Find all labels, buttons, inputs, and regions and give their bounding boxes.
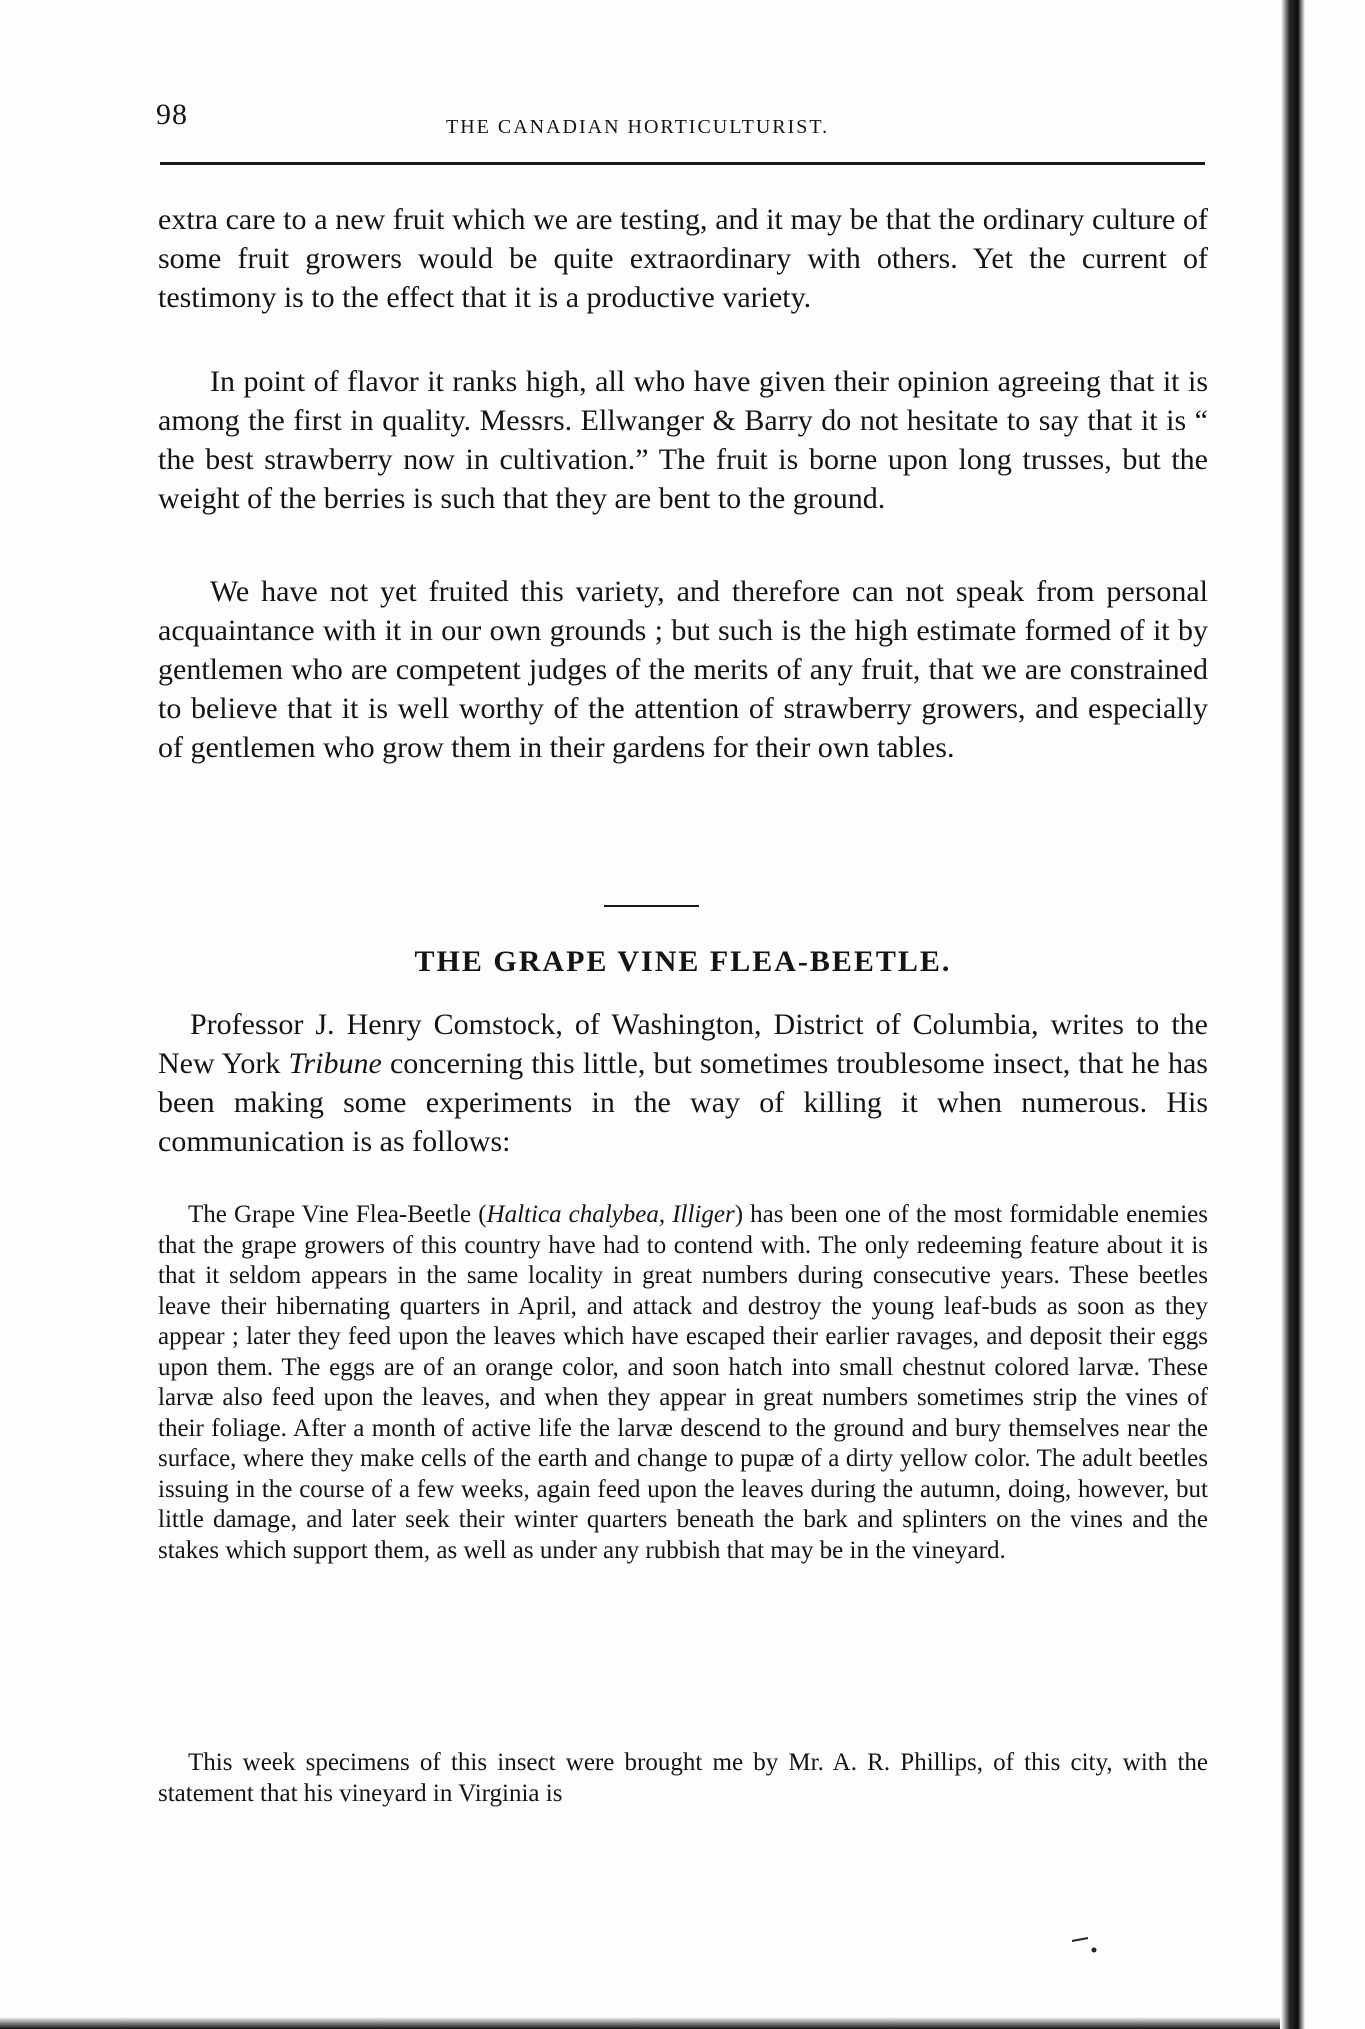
quote-text-start: The Grape Vine Flea-Beetle ( <box>188 1201 487 1228</box>
page-number: 98 <box>156 98 188 131</box>
quoted-communication <box>158 1200 1208 1566</box>
running-head: THE CANADIAN HORTICULTURIST. <box>446 116 830 138</box>
quoted-communication-continued: This week specimens of this insect were brought me by Mr. A. R. Phillips, of this city, with the statement that his vineyard in Virginia is <box>158 1749 1208 1807</box>
paragraph-flavor: In point of flavor it ranks high, all who have given their opinion agreeing that it is among the first in quality. Messrs. Ellwanger & Barry do not hesitate to say that it is “ the best strawberry now in cultivation.” The fruit is borne upon long trusses, but the weight of the berries is such that they are bent to the ground. <box>158 365 1208 515</box>
section-divider <box>604 905 699 907</box>
species-name: Haltica chalybea, Illiger <box>486 1201 735 1228</box>
intro-text-start: Professor J. Henry Comstock, of Washington, District of Columbia, writes to the New York <box>158 1008 1208 1080</box>
header-rule <box>160 162 1205 165</box>
intro-text-end: concerning this little, but sometimes troublesome insect, that he has been making some experiments in the way of killing it when numerous. His communication is as follows: <box>158 1047 1208 1158</box>
binding-edge <box>1281 0 1305 2029</box>
paragraph-not-yet-fruited: We have not yet fruited this variety, and therefore can not speak from personal acquaintance with it in our own grounds ; but such is the high estimate formed of it by gentlemen who are competent judges of the merits of any fruit, that we are constrained to believe that it is well worthy of the attention of strawberry growers, and especially of gentlemen who grow them in their gardens for their own tables. <box>158 575 1208 764</box>
section-intro-paragraph <box>158 1005 1208 1161</box>
print-specks <box>1070 1935 1100 1955</box>
page-bottom-edge <box>0 2017 1280 2029</box>
intro-publication-name: Tribune <box>288 1047 382 1080</box>
quote-text-end: ) has been one of the most formidable enemies that the grape growers of this country have had to contend with. The only redeeming feature about it is that it seldom appears in the same locality in great numbers during consecutive years. These beetles leave their hibernating quarters in April, and attack and destroy the young leaf-buds as soon as they appear ; later they feed upon the leaves which have escaped their earlier ravages, and deposit their eggs upon them. The eggs are of an orange color, and soon hatch into small chestnut colored larvæ. These larvæ also feed upon the leaves, and when they appear in great numbers sometimes strip the vines of their foliage. After a month of active life the larvæ descend to the ground and bury themselves near the surface, where they make cells of the earth and change to pupæ of a dirty yellow color. The adult beetles issuing in the course of a few weeks, again feed upon the leaves during the autumn, doing, however, but little damage, and later seek their winter quarters beneath the bark and splinters on the vines and the stakes which support them, as well as under any rubbish that may be in the vineyard. <box>158 1201 1208 1564</box>
section-title: THE GRAPE VINE FLEA-BEETLE. <box>414 945 952 978</box>
page-header <box>156 98 1206 148</box>
paragraph-continuation: extra care to a new fruit which we are testing, and it may be that the ordinary culture of some fruit growers would be quite extraordinary with others. Yet the current of testimony is to the effect that it is a productive variety. <box>158 203 1208 314</box>
